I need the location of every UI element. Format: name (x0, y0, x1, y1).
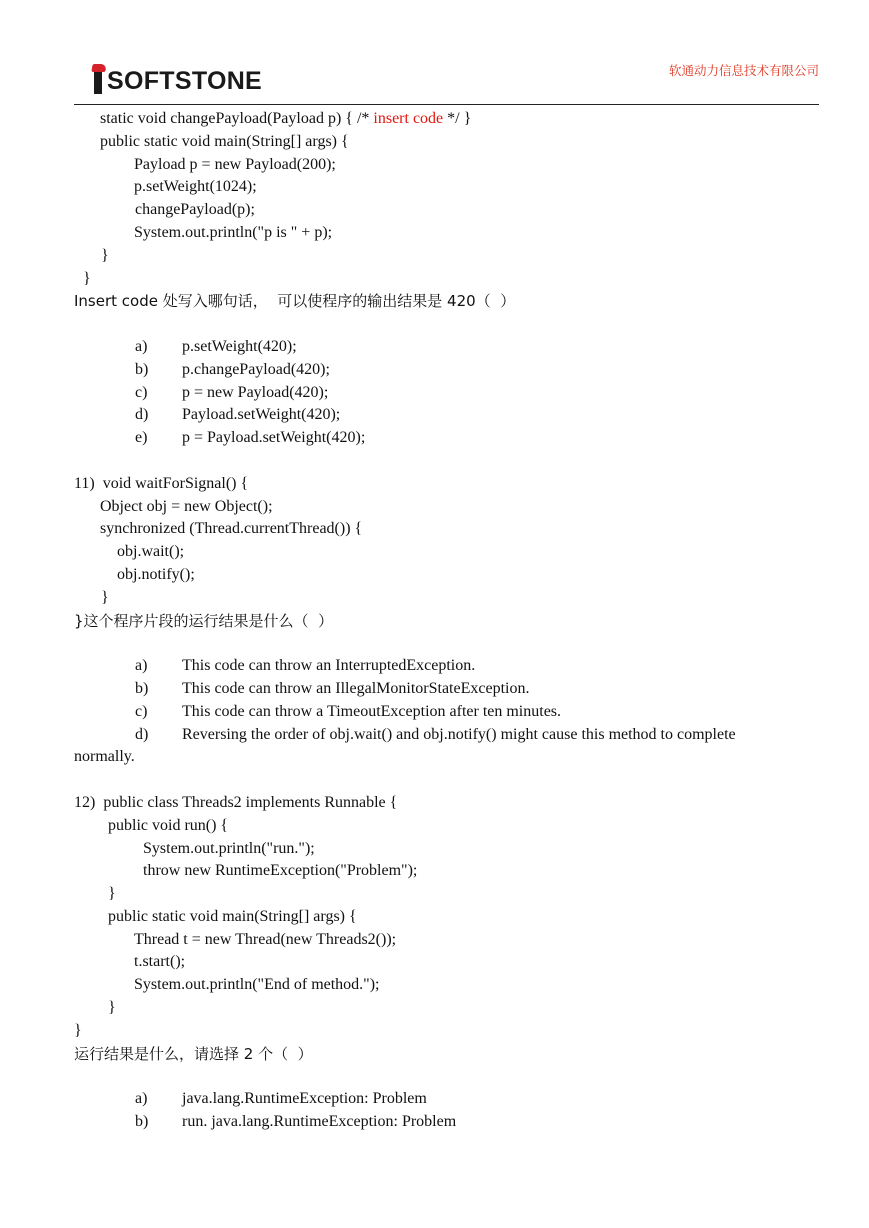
logo-text: SOFTSTONE (107, 67, 263, 95)
code-line: public static void main(String[] args) { (100, 132, 349, 150)
option-b: b) run. java.lang.RuntimeException: Problem (135, 1113, 457, 1131)
question-text: 运行结果是什么，请选择 2 个（ ） (74, 1044, 313, 1063)
code-line: changePayload(p); (135, 201, 255, 219)
code-line: Payload p = new Payload(200); (134, 155, 336, 173)
code-line: obj.wait(); (117, 543, 185, 561)
code-line: throw new RuntimeException("Problem"); (143, 862, 418, 880)
option-e: e) p = Payload.setWeight(420); (135, 429, 366, 447)
document-body (74, 108, 819, 1134)
code-line: } (108, 885, 116, 903)
code-line: 12) public class Threads2 implements Runnable { (74, 793, 398, 811)
option-a: a) This code can throw an InterruptedException. (135, 657, 476, 675)
option-d-continuation: normally. (74, 748, 135, 766)
code-line: public static void main(String[] args) { (108, 907, 357, 925)
code-line: static void changePayload(Payload p) { /* insert code */ } (100, 110, 472, 127)
option-c: c) p = new Payload(420); (135, 383, 329, 401)
code-line: } (83, 269, 91, 287)
code-line: System.out.println("run."); (143, 839, 315, 857)
code-line: } (101, 588, 109, 606)
code-line: 11) void waitForSignal() { (74, 474, 249, 492)
code-line: p.setWeight(1024); (134, 178, 257, 196)
header-divider (74, 104, 819, 105)
code-line: System.out.println("p is " + p); (134, 223, 333, 241)
code-line: } (108, 999, 116, 1017)
code-line: } (74, 1021, 82, 1039)
code-line: Object obj = new Object(); (100, 497, 273, 515)
question-text: Insert code 处写入哪句话， 可以使程序的输出结果是 420（ ） (74, 292, 516, 311)
code-line: t.start(); (134, 953, 186, 971)
option-d: d) Reversing the order of obj.wait() and obj.notify() might cause this method to complete (135, 725, 736, 743)
option-c: c) This code can throw a TimeoutException after ten minutes. (135, 702, 562, 720)
option-b: b) This code can throw an IllegalMonitorStateException. (135, 679, 530, 697)
option-a: a) p.setWeight(420); (135, 337, 297, 355)
option-a: a) java.lang.RuntimeException: Problem (135, 1090, 427, 1108)
option-d: d) Payload.setWeight(420); (135, 406, 341, 424)
code-line: } (101, 246, 109, 264)
option-b: b) p.changePayload(420); (135, 360, 330, 378)
logo-mark-icon (92, 64, 106, 96)
code-line: synchronized (Thread.currentThread()) { (100, 520, 363, 538)
insert-code-marker: insert code (373, 110, 444, 127)
code-line: Thread t = new Thread(new Threads2()); (134, 930, 397, 948)
softstone-logo (92, 58, 262, 96)
code-line: System.out.println("End of method."); (134, 976, 380, 994)
question-text: }这个程序片段的运行结果是什么（ ） (74, 611, 334, 630)
page-header (0, 0, 869, 108)
company-name: 软通动力信息技术有限公司 (668, 63, 819, 78)
code-line: public void run() { (108, 816, 229, 834)
code-line: obj.notify(); (117, 565, 195, 583)
